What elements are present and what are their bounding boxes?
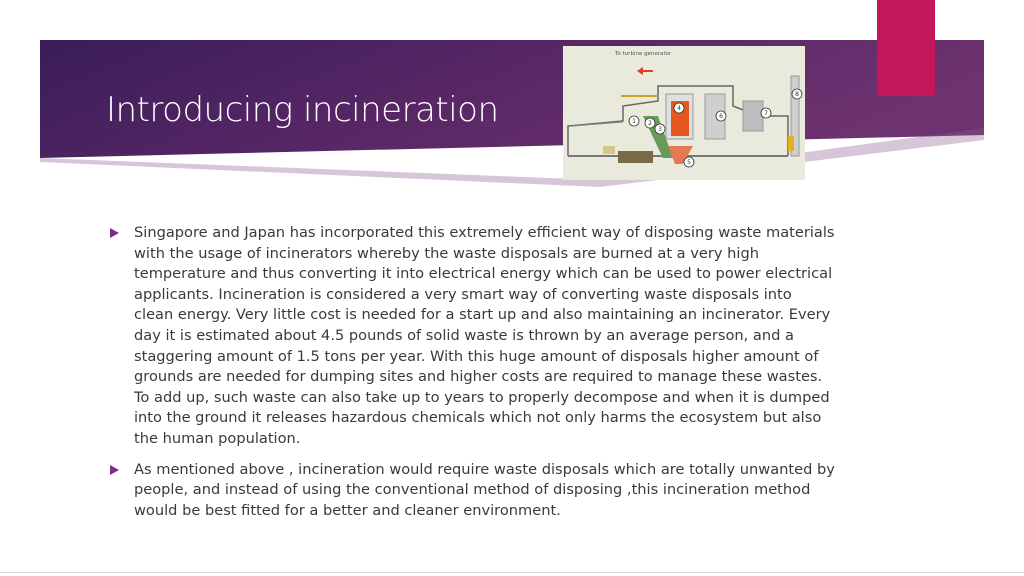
pink-accent-tab — [877, 0, 935, 96]
bullet-arrow-icon — [110, 465, 119, 475]
diagram-label-5: 5 — [687, 159, 691, 166]
diagram-label-7: 7 — [764, 110, 768, 117]
bullet-item — [110, 460, 835, 522]
bottom-divider — [0, 572, 1024, 573]
bullet-list — [110, 223, 835, 531]
diagram-label-1: 1 — [632, 118, 636, 125]
diagram-label-6: 6 — [719, 113, 723, 120]
diagram-label-2: 2 — [648, 120, 652, 127]
incinerator-diagram-image — [563, 46, 805, 180]
bullet-text: Singapore and Japan has incorporated this extremely efficient way of disposing waste materials with the usage of incinerators whereby the waste disposals are burned at a very high temperature and thus converting it into electrical energy which can be used to power electrical applicants. Incineration is considered a very smart way of converting waste disposals into clean energy. Very little cost is needed for a start up and also maintaining an incinerator. Every day it is estimated about 4.5 pounds of solid waste is thrown by an average person, and a staggering amount of 1.5 tons per year. With this huge amount of disposals higher amount of grounds are needed for dumping sites and higher costs are required to manage these wastes. To add up, such waste can also take up to years to properly decompose and when it is dumped into the ground it releases hazardous chemicals which not only harms the ecosystem but also the human population. — [134, 224, 835, 447]
bullet-item — [110, 223, 835, 450]
bullet-text: As mentioned above , incineration would require waste disposals which are totally unwanted by people, and instead of using the conventional method of disposing ,this incineration method would be best fitted for a better and cleaner environment. — [134, 460, 835, 519]
slide-title: Introducing incineration — [106, 90, 499, 130]
diagram-label-8: 8 — [795, 91, 799, 98]
diagram-caption: To turbine generator — [615, 51, 672, 57]
bullet-arrow-icon — [110, 228, 119, 238]
diagram-label-4: 4 — [677, 105, 681, 112]
diagram-label-3: 3 — [658, 126, 662, 133]
